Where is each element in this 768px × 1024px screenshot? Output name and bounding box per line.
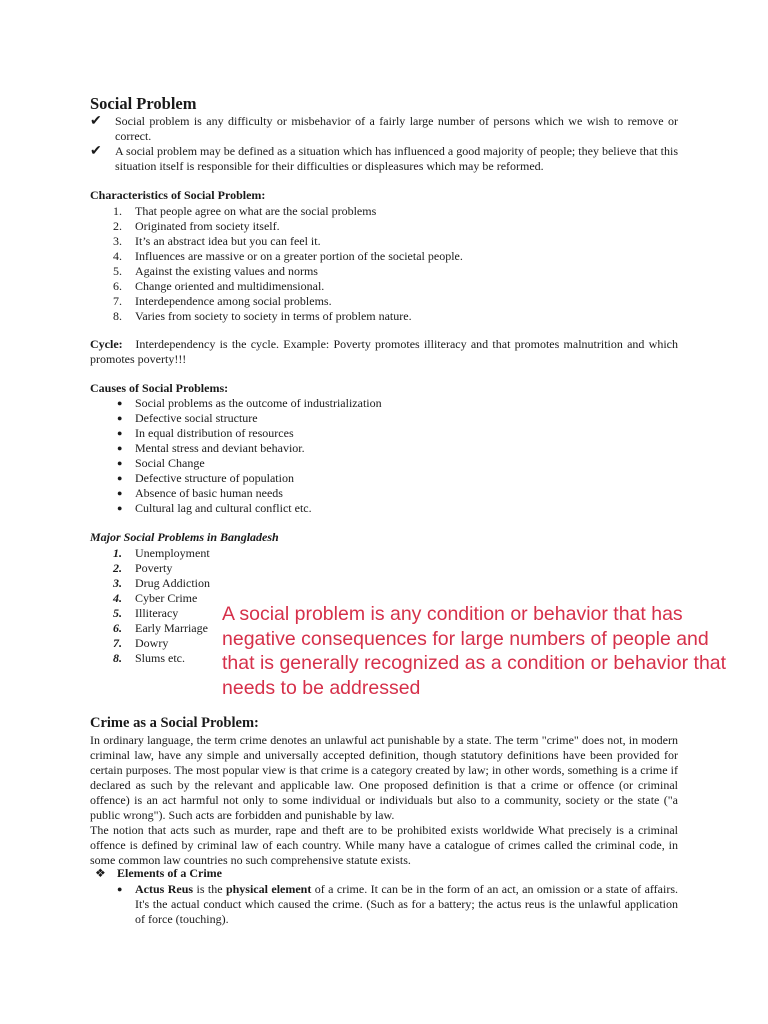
list-item-text: Social Change	[135, 456, 205, 470]
crime-paragraph-1: In ordinary language, the term crime denotes an unlawful act punishable by a state. The term "crime" does not, in modern criminal law, have any simple and universally accepted definition, though statutory definitions have been provided for certain purposes. The most popular view is that crime is a category created by law; in other words, something is a crime if declared as such by the relevant and applicable law. One proposed definition is that a crime or offence (or criminal offence) is an act harmful not only to some individual or individuals but also to a community, society or the state ("a public wrong"). Such acts are forbidden and punishable by law.	[90, 733, 678, 822]
list-item-text: Slums etc.	[135, 651, 185, 665]
crime-heading: Crime as a Social Problem:	[90, 715, 259, 731]
list-item-text: Mental stress and deviant behavior.	[135, 441, 305, 455]
characteristic-item	[90, 309, 678, 324]
elements-heading-row: ❖ Elements of a Crime	[95, 866, 222, 880]
list-item-text: Defective structure of population	[135, 471, 294, 485]
list-item-text: Interdependence among social problems.	[135, 294, 332, 308]
characteristics-heading: Characteristics of Social Problem:	[90, 188, 266, 202]
causes-heading: Causes of Social Problems:	[90, 381, 229, 395]
characteristic-item	[90, 234, 678, 249]
characteristic-item	[90, 204, 678, 219]
major-problems-heading: Major Social Problems in Bangladesh	[90, 530, 279, 544]
cycle-paragraph: Cycle: Interdependency is the cycle. Example: Poverty promotes illiteracy and that promotes malnutrition and which promotes poverty!!!	[90, 337, 678, 366]
major-problem-item	[90, 561, 678, 576]
list-item-text: Defective social structure	[135, 411, 258, 425]
list-number: 3.	[113, 576, 122, 590]
list-number: 2.	[113, 561, 122, 575]
bullet-icon: ●	[117, 443, 123, 453]
list-number: 6.	[113, 621, 122, 635]
list-item-text: In equal distribution of resources	[135, 426, 294, 440]
cause-item	[90, 411, 678, 426]
definition-item: ✔ Social problem is any difficulty or misbehavior of a fairly large number of persons which we wish to remove or correct.	[90, 114, 678, 143]
definitions-list	[90, 114, 678, 174]
list-item-text: Varies from society to society in terms of problem nature.	[135, 309, 412, 323]
list-number: 8.	[113, 651, 122, 665]
crime-paragraph-2: The notion that acts such as murder, rape and theft are to be prohibited exists worldwide What precisely is a criminal offence is defined by criminal law of each country. While many have a catalogue of crimes called the criminal code, in some common law countries no such comprehensive statute exists.	[90, 823, 678, 867]
bullet-icon: ●	[117, 503, 123, 513]
cause-item	[90, 501, 678, 516]
checkmark-icon: ✔	[90, 114, 102, 129]
bullet-icon: ●	[117, 398, 123, 408]
list-item-text: Social problems as the outcome of industrialization	[135, 396, 382, 410]
causes-list	[90, 396, 678, 516]
major-problem-item	[90, 576, 678, 591]
list-number: 6.	[113, 279, 122, 293]
page-title: Social Problem	[90, 94, 197, 113]
bullet-icon: ●	[117, 458, 123, 468]
list-item-text: Cyber Crime	[135, 591, 198, 605]
cause-item	[90, 486, 678, 501]
cause-item	[90, 456, 678, 471]
list-item-text: Early Marriage	[135, 621, 208, 635]
bullet-icon: ●	[117, 488, 123, 498]
bullet-icon: ●	[117, 473, 123, 483]
list-number: 2.	[113, 219, 122, 233]
list-number: 8.	[113, 309, 122, 323]
characteristic-item	[90, 219, 678, 234]
list-item-text: Originated from society itself.	[135, 219, 280, 233]
diamond-bullet-icon: ❖	[95, 866, 106, 880]
checkmark-icon: ✔	[90, 144, 102, 159]
list-number: 7.	[113, 294, 122, 308]
characteristics-list	[90, 204, 678, 324]
list-number: 4.	[113, 249, 122, 263]
characteristic-item	[90, 294, 678, 309]
list-number: 1.	[113, 546, 122, 560]
list-item-text: That people agree on what are the social problems	[135, 204, 377, 218]
list-item-text: Cultural lag and cultural conflict etc.	[135, 501, 312, 515]
list-item-text: It’s an abstract idea but you can feel it.	[135, 234, 321, 248]
cause-item	[90, 396, 678, 411]
cause-item	[90, 441, 678, 456]
characteristic-item	[90, 279, 678, 294]
list-item-text: Drug Addiction	[135, 576, 210, 590]
list-item-text: Absence of basic human needs	[135, 486, 283, 500]
list-item-text: Poverty	[135, 561, 173, 575]
list-item-text: Change oriented and multidimensional.	[135, 279, 325, 293]
list-number: 5.	[113, 606, 122, 620]
list-item-text: Influences are massive or on a greater portion of the societal people.	[135, 249, 463, 263]
characteristic-item	[90, 264, 678, 279]
cause-item	[90, 471, 678, 486]
list-number: 3.	[113, 234, 122, 248]
actus-reus-item: ● Actus Reus is the physical element of a crime. It can be in the form of an act, an omission or a state of affairs. It's the actual conduct which caused the crime. (Such as for a battery; the actus reus is the unlawful application of force (touching).	[117, 882, 678, 926]
list-item-text: Unemployment	[135, 546, 210, 560]
bullet-icon: ●	[117, 428, 123, 438]
annotation-note: A social problem is any condition or behavior that has negative consequences for large numbers of people and that is generally recognized as a condition or behavior that needs to be addressed	[222, 603, 727, 699]
definition-item: ✔ A social problem may be defined as a situation which has influenced a good majority of people; they believe that this situation itself is responsible for their difficulties or displeasures which may be reformed.	[90, 144, 678, 173]
cause-item	[90, 426, 678, 441]
list-number: 5.	[113, 264, 122, 278]
bullet-icon: ●	[117, 884, 123, 894]
list-item-text: Dowry	[135, 636, 169, 650]
bullet-icon: ●	[117, 413, 123, 423]
list-item-text: Against the existing values and norms	[135, 264, 318, 278]
list-number: 4.	[113, 591, 122, 605]
characteristic-item	[90, 249, 678, 264]
list-number: 7.	[113, 636, 122, 650]
major-problem-item	[90, 546, 678, 561]
list-item-text: Illiteracy	[135, 606, 179, 620]
list-number: 1.	[113, 204, 122, 218]
